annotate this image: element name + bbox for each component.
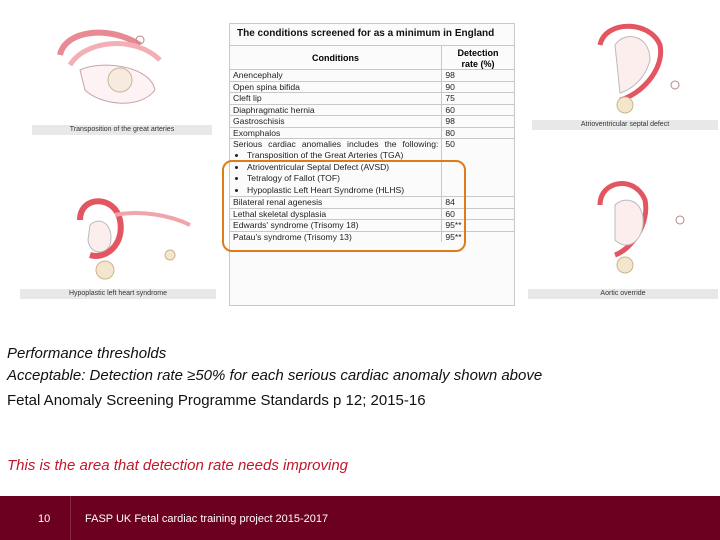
table-row: Lethal skeletal dysplasia 60 [230, 208, 514, 220]
table-header [230, 45, 514, 69]
table-row: Gastroschisis 98 [230, 116, 514, 128]
footer-divider [70, 496, 71, 540]
caption-avsd: Atrioventricular septal defect [532, 120, 718, 130]
cardiac-item-tof: • Tetralogy of Fallot (TOF) [247, 173, 438, 185]
table-row: Open spina bifida 90 [230, 81, 514, 93]
cardiac-item-tga: • Transposition of the Great Arteries (TGA) [247, 150, 438, 162]
avsd-heart-diagram [580, 15, 690, 120]
aortic-override-heart-diagram [585, 170, 695, 280]
cardiac-item-avsd: • Atrioventricular Septal Defect (AVSD) [247, 162, 438, 174]
header-conditions: Conditions [230, 45, 442, 69]
cardiac-highlight-box [222, 160, 466, 252]
caption-aortic-override: Aortic override [528, 289, 718, 299]
table-title: The conditions screened for as a minimum in England [237, 28, 495, 39]
footer-bar [0, 496, 720, 540]
table-row: Bilateral renal agenesis 84 [230, 197, 514, 209]
table-row: Patau's syndrome (Trisomy 13) 95** [230, 231, 514, 242]
table-row: Exomphalos 80 [230, 127, 514, 139]
cardiac-item-hlhs: • Hypoplastic Left Heart Syndrome (HLHS) [247, 185, 438, 197]
cardiac-intro: Serious cardiac anomalies includes the following: [233, 139, 439, 149]
hlhs-heart-diagram [60, 185, 210, 285]
performance-thresholds-title: Performance thresholds [7, 345, 167, 362]
table-row: Diaphragmatic hernia 60 [230, 104, 514, 116]
table-row: Edwards' syndrome (Trisomy 18) 95** [230, 220, 514, 232]
table-row: Anencephaly 98 [230, 70, 514, 82]
improvement-note: This is the area that detection rate needs improving [7, 457, 349, 474]
table-row: Cleft lip 75 [230, 93, 514, 105]
cardiac-rate: 50 [442, 139, 514, 197]
caption-hlhs: Hypoplastic left heart syndrome [20, 289, 216, 299]
standards-source: Fetal Anomaly Screening Programme Standards p 12; 2015-16 [7, 392, 426, 409]
footer-project: FASP UK Fetal cardiac training project 2015-2017 [85, 513, 329, 525]
header-detection-rate: Detection rate (%) [442, 45, 514, 69]
caption-tga: Transposition of the great arteries [32, 125, 212, 135]
acceptable-threshold: Acceptable: Detection rate ≥50% for each serious cardiac anomaly shown above [7, 367, 543, 384]
tga-heart-diagram [40, 20, 190, 120]
slide-number: 10 [38, 513, 51, 525]
